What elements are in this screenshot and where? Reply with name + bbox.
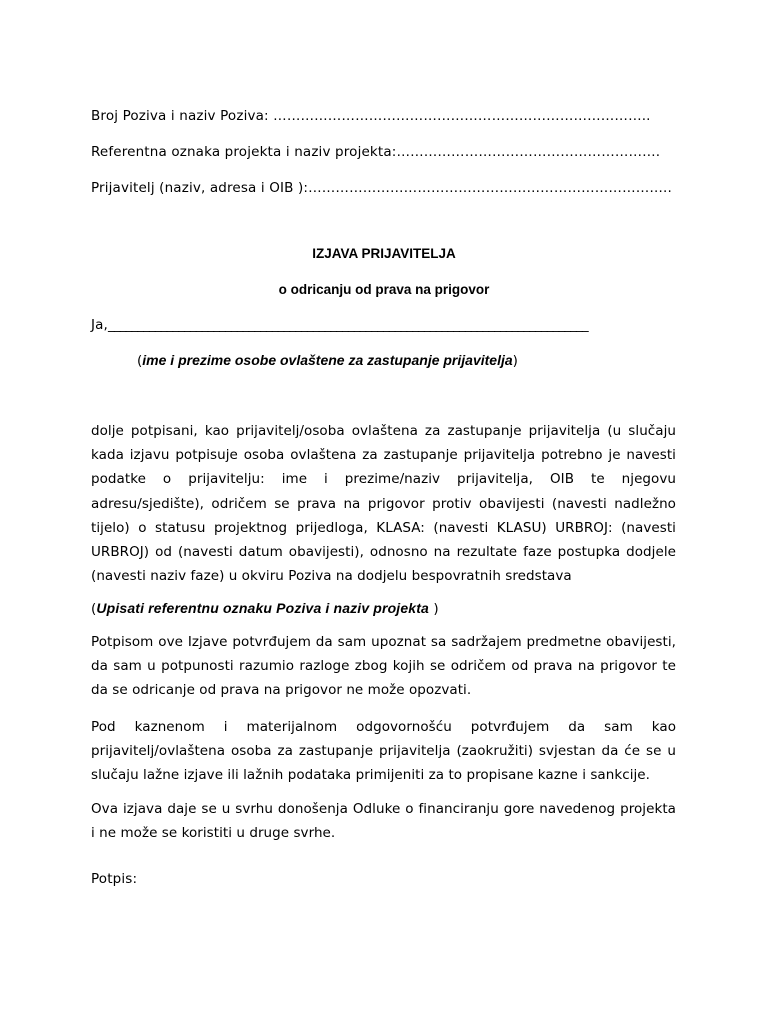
paragraph-line: Potpisom ove Izjave potvrđujem da sam upoznat sa sadržajem predmetne obavijesti, xyxy=(91,634,676,650)
paragraph-line: slučaju lažne izjave ili lažnih podataka primijeniti za to propisane kazne i sankcije. xyxy=(91,767,650,784)
document-title: IZJAVA PRIJAVITELJA xyxy=(312,246,456,261)
paragraph-line: (navesti naziv faze) u okviru Poziva na dodjelu bespovratnih sredstava xyxy=(91,568,572,585)
reference-field: Referentna oznaka projekta i naziv projekta:…………………………………………………. xyxy=(91,144,661,160)
paragraph-purpose xyxy=(91,797,676,845)
paragraph-line: i ne može se koristiti u druge svrhe. xyxy=(91,825,336,842)
instruction-line: (Upisati referentnu oznaku Poziva i naziv projekta ) xyxy=(91,600,439,617)
applicant-field: Prijavitelj (naziv, adresa i OIB ):…………………………………………………………………….. xyxy=(91,180,672,196)
paragraph-line: dolje potpisani, kao prijavitelj/osoba ovlaštena za zastupanje prijavitelja (u slučaju xyxy=(91,423,676,439)
paragraph-line: podatke o prijavitelju: ime i prezime/naziv prijavitelja, OIB te njegovu xyxy=(91,471,676,488)
document-subtitle: o odricanju od prava na prigovor xyxy=(278,282,490,297)
declarant-note: (ime i prezime osobe ovlaštene za zastupanje prijavitelja) xyxy=(137,352,518,369)
paragraph-liability xyxy=(91,715,676,788)
paragraph-declaration xyxy=(91,419,676,588)
paragraph-line: Ova izjava daje se u svrhu donošenja Odluke o financiranju gore navedenog projekta xyxy=(91,801,676,817)
instruction-text: Upisati referentnu oznaku Poziva i naziv projekta xyxy=(96,600,429,616)
paragraph-line: tijelo) o statusu projektnog prijedloga, KLASA: (navesti KLASU) URBROJ: (navesti xyxy=(91,519,676,536)
paragraph-line: kada izjavu potpisuje osoba ovlaštena za zastupanje prijavitelja potrebno je navesti xyxy=(91,447,676,464)
paragraph-line: prijavitelj/ovlaštena osoba za zastupanje prijavitelja (zaokružiti) svjestan da će se u xyxy=(91,743,676,760)
signature-label: Potpis: xyxy=(91,871,138,887)
declarant-line xyxy=(91,316,588,334)
paragraph-line: da se odricanje od prava na prigovor ne može opozvati. xyxy=(91,682,472,699)
paragraph-line: adresu/sjedište), odričem se prava na prigovor protiv obavijesti (navesti nadležno xyxy=(91,495,676,512)
declarant-underline: __________________________________________________________________________________ xyxy=(108,317,588,333)
call-field: Broj Poziva i naziv Poziva: ……………………………………………………………………….. xyxy=(91,108,651,124)
declarant-prefix: Ja, xyxy=(91,317,108,333)
paragraph-line: Pod kaznenom i materijalnom odgovornošću potvrđujem da sam kao xyxy=(91,719,676,735)
paragraph-acknowledgement xyxy=(91,630,676,703)
paragraph-line: URBROJ) od (navesti datum obavijesti), odnosno na rezultate faze postupka dodjele xyxy=(91,544,676,561)
declarant-note-text: ime i prezime osobe ovlaštene za zastupanje prijavitelja xyxy=(142,352,513,368)
paragraph-line: da sam u potpunosti razumio razloge zbog kojih se odričem od prava na prigovor te xyxy=(91,658,676,675)
